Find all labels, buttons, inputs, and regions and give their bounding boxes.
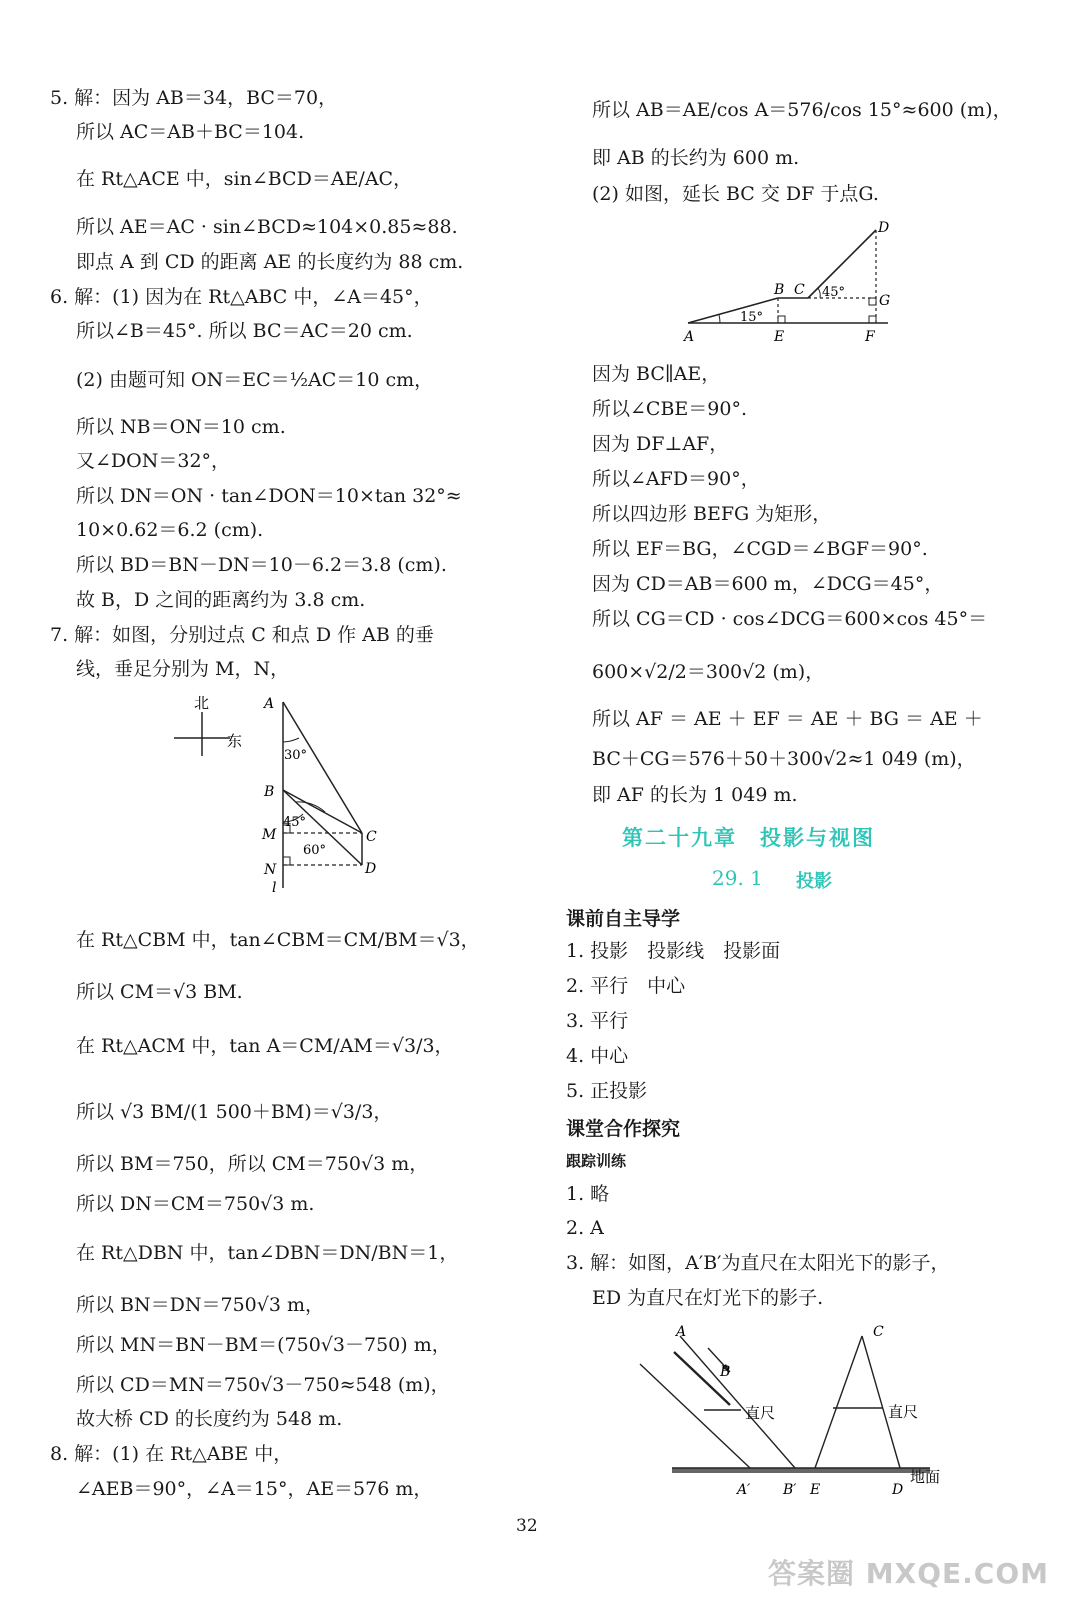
r2-line12: 即 AF 的长为 1 049 m. — [592, 784, 798, 806]
track-item-3: 3. 解：如图，A′B′为直尺在太阳光下的影子， — [566, 1252, 950, 1274]
fig3-label-D: D — [892, 1482, 904, 1498]
p5-line4: 所以 AE＝AC · sin∠BCD≈104×0.85≈88. — [76, 216, 458, 238]
fig7-label-A: A — [264, 696, 275, 712]
r2-line4: 所以∠AFD＝90°， — [592, 468, 760, 490]
fig7-angle-60: 60° — [303, 843, 327, 858]
figure-8 — [680, 218, 910, 346]
p7-line1: 7. 解：如图，分别过点 C 和点 D 作 AB 的垂 — [50, 624, 434, 646]
p6-line3: (2) 由题可知 ON＝EC＝½AC＝10 cm， — [76, 369, 434, 391]
fig8-label-E: E — [774, 329, 785, 345]
section-name: 投影 — [796, 871, 832, 892]
r2-line9: 600×√2/2＝300√2 (m)， — [592, 661, 825, 683]
fig7-label-C: C — [366, 829, 377, 845]
fig3-label-E: E — [810, 1482, 821, 1498]
p7b-line10: 所以 CD＝MN＝750√3－750≈548 (m)， — [76, 1374, 450, 1396]
r1-line2: 即 AB 的长约为 600 m. — [592, 147, 800, 169]
fig7-label-M: M — [262, 827, 277, 843]
p7b-line4: 所以 √3 BM/(1 500＋BM)＝√3/3， — [76, 1101, 393, 1123]
fig3-label-Bprime: B′ — [783, 1482, 797, 1498]
p7b-line5: 所以 BM＝750，所以 CM＝750√3 m， — [76, 1153, 429, 1175]
compass-north: 北 — [194, 694, 210, 712]
p5-line1: 5. 解：因为 AB＝34，BC＝70， — [50, 87, 338, 109]
p7b-line3: 在 Rt△ACM 中，tan A＝CM/AM＝√3/3， — [76, 1035, 454, 1057]
r2-line5: 所以四边形 BEFG 为矩形， — [592, 503, 832, 525]
track-item-1: 1. 略 — [566, 1183, 610, 1205]
r2-line3: 因为 DF⊥AF， — [592, 433, 729, 455]
watermark: 答案圈 MXQE.COM — [768, 1557, 1049, 1590]
preview-item-5: 5. 正投影 — [566, 1080, 648, 1102]
fig8-angle-15: 15° — [740, 310, 764, 325]
p7-line2: 线，垂足分别为 M，N， — [76, 658, 290, 680]
heading-preview: 课前自主导学 — [566, 908, 681, 930]
fig8-angle-45: 45° — [822, 285, 846, 300]
r2-line1: 因为 BC∥AE， — [592, 363, 721, 385]
p6-line9: 故 B，D 之间的距离约为 3.8 cm. — [76, 589, 366, 611]
r2-line10: 所以 AF ＝ AE ＋ EF ＝ AE ＋ BG ＝ AE ＋ — [592, 708, 983, 730]
compass-figure — [170, 690, 250, 760]
p7b-line1: 在 Rt△CBM 中，tan∠CBM＝CM/BM＝√3， — [76, 929, 480, 951]
r2-line8: 所以 CG＝CD · cos∠DCG＝600×cos 45°＝ — [592, 608, 988, 630]
p6-line4: 所以 NB＝ON＝10 cm. — [76, 416, 286, 438]
p6-line2: 所以∠B＝45°. 所以 BC＝AC＝20 cm. — [76, 320, 413, 342]
r2-line6: 所以 EF＝BG，∠CGD＝∠BGF＝90°. — [592, 538, 928, 560]
fig3-ruler-1: 直尺 — [745, 1404, 776, 1422]
r1-line1: 所以 AB＝AE/cos A＝576/cos 15°≈600 (m)， — [592, 99, 1012, 121]
p5-line2: 所以 AC＝AB＋BC＝104. — [76, 121, 305, 143]
heading-tracking: 跟踪训练 — [566, 1152, 627, 1170]
fig8-label-C: C — [794, 282, 805, 298]
p7b-line8: 所以 BN＝DN＝750√3 m， — [76, 1294, 325, 1316]
r2-line7: 因为 CD＝AB＝600 m，∠DCG＝45°， — [592, 573, 944, 595]
r1-line3: (2) 如图，延长 BC 交 DF 于点G. — [592, 183, 879, 205]
preview-item-1: 1. 投影 投影线 投影面 — [566, 940, 781, 962]
fig3-ruler-2: 直尺 — [888, 1403, 919, 1421]
p7b-line2: 所以 CM＝√3 BM. — [76, 981, 243, 1003]
fig3-label-Aprime: A′ — [737, 1482, 751, 1498]
page-number: 32 — [516, 1516, 538, 1536]
preview-item-4: 4. 中心 — [566, 1045, 629, 1067]
fig7-label-l: l — [272, 880, 277, 895]
fig8-label-G: G — [879, 293, 891, 309]
p6-line7: 10×0.62＝6.2 (cm). — [76, 519, 264, 541]
fig7-label-N: N — [264, 862, 277, 878]
track-item-3b: ED 为直尺在灯光下的影子. — [592, 1287, 824, 1309]
fig8-label-B: B — [774, 282, 785, 298]
p8-line2: ∠AEB＝90°，∠A＝15°，AE＝576 m， — [76, 1478, 433, 1500]
fig3-label-C: C — [873, 1324, 884, 1340]
fig3-ground: 地面 — [910, 1468, 941, 1486]
figure-shadows — [630, 1322, 950, 1498]
figure-7 — [255, 690, 395, 895]
p6-line1: 6. 解：(1) 因为在 Rt△ABC 中，∠A＝45°， — [50, 286, 433, 308]
p7b-line11: 故大桥 CD 的长度约为 548 m. — [76, 1408, 343, 1430]
r2-line11: BC＋CG＝576＋50＋300√2≈1 049 (m)， — [592, 748, 976, 770]
fig8-label-D: D — [878, 220, 890, 236]
p6-line5: 又∠DON＝32°， — [76, 450, 231, 472]
fig3-label-B: B — [720, 1364, 731, 1380]
r2-line2: 所以∠CBE＝90°. — [592, 398, 748, 420]
fig7-label-B: B — [264, 784, 275, 800]
chapter-title: 第二十九章 投影与视图 — [622, 826, 875, 850]
preview-item-3: 3. 平行 — [566, 1010, 629, 1032]
p6-line6: 所以 DN＝ON · tan∠DON＝10×tan 32°≈ — [76, 485, 462, 507]
fig7-angle-45: 45° — [283, 815, 307, 830]
preview-item-2: 2. 平行 中心 — [566, 975, 686, 997]
p7b-line7: 在 Rt△DBN 中，tan∠DBN＝DN/BN＝1， — [76, 1242, 459, 1264]
p7b-line6: 所以 DN＝CM＝750√3 m. — [76, 1193, 315, 1215]
heading-classroom: 课堂合作探究 — [566, 1118, 681, 1140]
section-number: 29. 1 — [712, 866, 763, 890]
p5-line5: 即点 A 到 CD 的距离 AE 的长度约为 88 cm. — [76, 251, 464, 273]
p6-line8: 所以 BD＝BN－DN＝10－6.2＝3.8 (cm). — [76, 554, 447, 576]
p8-line1: 8. 解：(1) 在 Rt△ABE 中， — [50, 1443, 293, 1465]
compass-east: 东 — [227, 732, 243, 750]
track-item-2: 2. A — [566, 1217, 604, 1239]
p7b-line9: 所以 MN＝BN－BM＝(750√3－750) m， — [76, 1334, 451, 1356]
p5-line3: 在 Rt△ACE 中，sin∠BCD＝AE/AC， — [76, 168, 413, 190]
fig7-angle-30: 30° — [284, 748, 308, 763]
fig7-label-D: D — [365, 861, 377, 877]
fig3-label-A: A — [676, 1324, 687, 1340]
fig8-label-F: F — [865, 329, 875, 345]
fig8-label-A: A — [684, 329, 695, 345]
